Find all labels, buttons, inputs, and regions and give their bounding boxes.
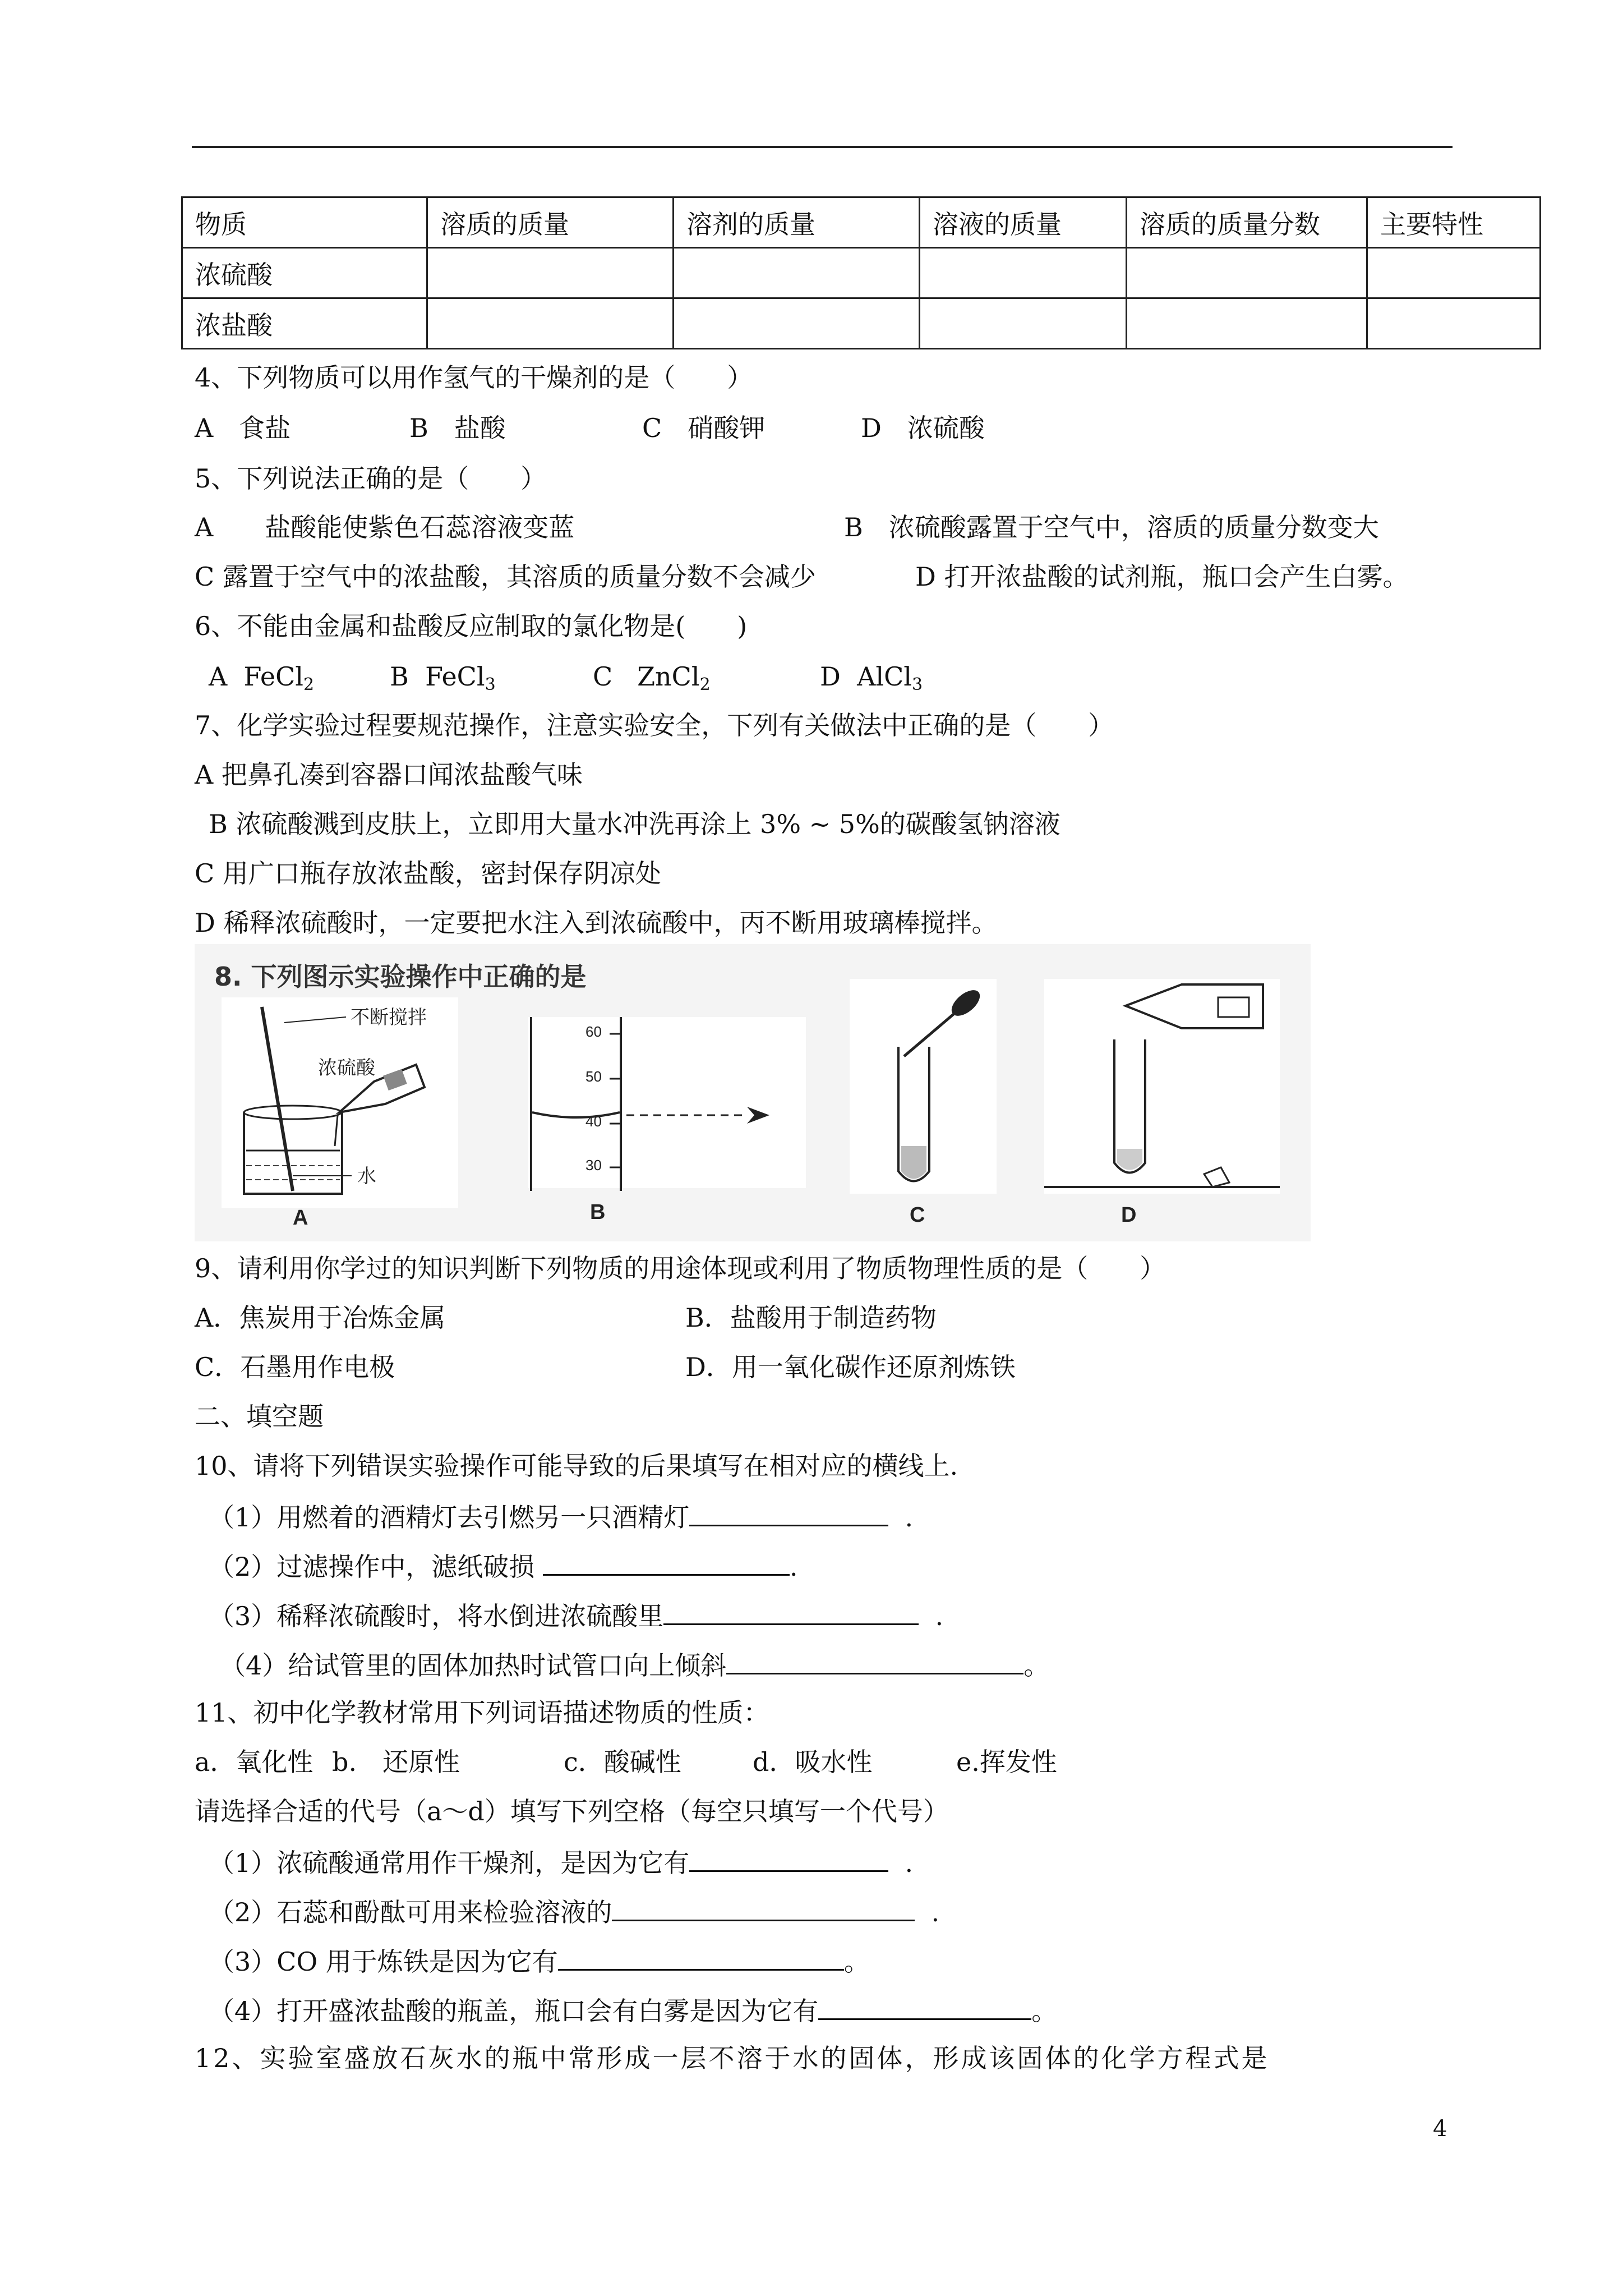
answer-blank[interactable] bbox=[689, 1502, 888, 1526]
q6-option-subscript: 3 bbox=[911, 675, 923, 694]
figure-b-letter: B bbox=[590, 1200, 606, 1224]
answer-blank[interactable] bbox=[543, 1552, 790, 1576]
q11-item-text: （3）CO 用于炼铁是因为它有 bbox=[209, 1947, 558, 1977]
q11-item bbox=[209, 1897, 939, 1925]
q6-stem: 6、不能由金属和盐酸反应制取的氯化物是( ) bbox=[195, 611, 748, 641]
q5-option-b: B 浓硫酸露置于空气中，溶质的质量分数变大 bbox=[844, 512, 1379, 542]
q11-item bbox=[209, 1996, 1057, 2024]
figure-c-letter: C bbox=[910, 1203, 925, 1227]
q9-option-d: D．用一氧化碳作还原剂炼铁 bbox=[685, 1352, 1016, 1382]
q11-item-text: （4）打开盛浓盐酸的瓶盖，瓶口会有白雾是因为它有 bbox=[209, 1996, 819, 2026]
table-header-cell: 溶质的质量 bbox=[427, 197, 674, 248]
water-label: 水 bbox=[357, 1166, 376, 1187]
q11-item-end: . bbox=[905, 1848, 914, 1878]
q10-item bbox=[209, 1502, 914, 1533]
q11-item-end: . bbox=[931, 1897, 940, 1927]
header-rule bbox=[192, 146, 1453, 148]
q12-stem: 12、实验室盛放石灰水的瓶中常形成一层不溶于水的固体，形成该固体的化学方程式是 bbox=[195, 2043, 1270, 2073]
q10-item-end: 。 bbox=[1023, 1650, 1050, 1681]
figure-d-adding-solid bbox=[1044, 979, 1280, 1227]
q11-term: b. 还原性 bbox=[332, 1747, 460, 1777]
q6-option-formula: FeCl bbox=[243, 661, 304, 692]
q6-option-formula: FeCl bbox=[425, 661, 485, 692]
q4-option-c: C 硝酸钾 bbox=[642, 413, 766, 443]
figure-c-dropper bbox=[850, 979, 997, 1227]
q11-item-text: （1）浓硫酸通常用作干燥剂，是因为它有 bbox=[209, 1848, 690, 1878]
properties-table bbox=[181, 196, 1541, 349]
table-header-row bbox=[182, 197, 1541, 248]
table-cell bbox=[427, 298, 674, 349]
figure-a-letter: A bbox=[293, 1206, 308, 1230]
tick-40: 40 bbox=[585, 1113, 602, 1130]
section-title: 二、填空题 bbox=[195, 1401, 324, 1432]
answer-blank[interactable] bbox=[558, 1947, 844, 1971]
table-row bbox=[182, 248, 1541, 298]
q7-option-a: A 把鼻孔凑到容器口闻浓盐酸气味 bbox=[195, 760, 583, 790]
q11-term: d．吸水性 bbox=[753, 1747, 873, 1777]
acid-label: 浓硫酸 bbox=[318, 1057, 375, 1079]
q11-term: e.挥发性 bbox=[956, 1747, 1057, 1777]
q6-option-formula: ZnCl bbox=[637, 661, 700, 692]
q9-option-a: A．焦炭用于冶炼金属 bbox=[195, 1303, 446, 1333]
table-cell bbox=[674, 248, 920, 298]
table-cell: 浓硫酸 bbox=[182, 248, 427, 298]
q8-figure bbox=[195, 944, 1311, 1241]
lab-illustrations bbox=[195, 944, 1311, 1241]
table-cell bbox=[920, 298, 1127, 349]
q10-item-end: . bbox=[905, 1502, 914, 1533]
q6-option-formula: AlCl bbox=[857, 661, 912, 692]
table-cell bbox=[1127, 298, 1367, 349]
q9-stem: 9、请利用你学过的知识判断下列物质的用途体现或利用了物质物理性质的是（ ） bbox=[195, 1253, 1166, 1283]
q10-item-text: （1）用燃着的酒精灯去引燃另一只酒精灯 bbox=[209, 1502, 690, 1533]
q6-option-b bbox=[390, 661, 496, 694]
table-header-cell: 物质 bbox=[182, 197, 427, 248]
q9-option-c: C．石墨用作电极 bbox=[195, 1352, 395, 1382]
q11-item bbox=[209, 1848, 913, 1876]
q11-item-end: 。 bbox=[843, 1947, 870, 1977]
table-row bbox=[182, 298, 1541, 349]
q7-option-c: C 用广口瓶存放浓盐酸，密封保存阴凉处 bbox=[195, 858, 661, 889]
q4-option-a: A 食盐 bbox=[195, 413, 291, 443]
q6-option-d bbox=[820, 661, 923, 694]
q6-option-letter: D bbox=[820, 661, 841, 692]
q11-term: a．氧化性 bbox=[195, 1747, 313, 1777]
q6-option-a bbox=[209, 661, 315, 694]
q4-option-d: D 浓硫酸 bbox=[861, 413, 985, 443]
tick-50: 50 bbox=[585, 1068, 602, 1085]
answer-blank[interactable] bbox=[612, 1897, 915, 1921]
q10-stem: 10、请将下列错误实验操作可能导致的后果填写在相对应的横线上. bbox=[195, 1451, 958, 1481]
q11-instruction: 请选择合适的代号（a～d）填写下列空格（每空只填写一个代号） bbox=[195, 1796, 949, 1826]
q5-option-c: C 露置于空气中的浓盐酸，其溶质的质量分数不会减少 bbox=[195, 562, 816, 592]
tick-60: 60 bbox=[585, 1023, 602, 1040]
q7-option-d: D 稀释浓硫酸时，一定要把水注入到浓硫酸中，丙不断用玻璃棒搅拌。 bbox=[195, 908, 998, 938]
q5-option-a: A 盐酸能使紫色石蕊溶液变蓝 bbox=[195, 512, 575, 542]
q10-item-text: （2）过滤操作中，滤纸破损 bbox=[209, 1552, 535, 1582]
table-cell bbox=[1127, 248, 1367, 298]
table-cell bbox=[674, 298, 920, 349]
figure-a-diluting-acid bbox=[222, 997, 458, 1230]
q9-option-b: B．盐酸用于制造药物 bbox=[685, 1303, 937, 1333]
table-cell bbox=[1367, 298, 1541, 349]
table-cell: 浓盐酸 bbox=[182, 298, 427, 349]
q8-title: 8. 下列图示实验操作中正确的是 bbox=[214, 961, 587, 992]
q6-option-subscript: 3 bbox=[485, 675, 496, 694]
q10-item-end: . bbox=[935, 1601, 944, 1631]
q6-option-subscript: 2 bbox=[303, 675, 315, 694]
q5-stem: 5、下列说法正确的是（ ） bbox=[195, 463, 547, 494]
table-cell bbox=[427, 248, 674, 298]
answer-blank[interactable] bbox=[663, 1601, 919, 1625]
q11-item-text: （2）石蕊和酚酞可用来检验溶液的 bbox=[209, 1897, 612, 1927]
q10-item-text: （4）给试管里的固体加热时试管口向上倾斜 bbox=[220, 1650, 727, 1681]
table-header-cell: 主要特性 bbox=[1367, 197, 1541, 248]
q7-option-b: B 浓硫酸溅到皮肤上，立即用大量水冲洗再涂上 3% ~ 5%的碳酸氢钠溶液 bbox=[209, 809, 1061, 839]
stir-label: 不断搅拌 bbox=[351, 1007, 427, 1028]
q6-option-letter: B bbox=[390, 661, 409, 692]
q10-item-text: （3）稀释浓硫酸时，将水倒进浓硫酸里 bbox=[209, 1601, 664, 1631]
answer-blank[interactable] bbox=[689, 1848, 888, 1872]
q11-item-end: 。 bbox=[1031, 1996, 1058, 2026]
q6-option-letter: C bbox=[593, 661, 613, 692]
q10-item bbox=[220, 1650, 1050, 1681]
page-number: 4 bbox=[1433, 2116, 1447, 2142]
q6-option-subscript: 2 bbox=[699, 675, 711, 694]
q5-option-d: D 打开浓盐酸的试剂瓶，瓶口会产生白雾。 bbox=[915, 562, 1409, 592]
table-header-cell: 溶质的质量分数 bbox=[1127, 197, 1367, 248]
figure-d-letter: D bbox=[1121, 1203, 1137, 1227]
tick-30: 30 bbox=[585, 1157, 602, 1174]
q10-item bbox=[209, 1601, 943, 1629]
table-cell bbox=[920, 248, 1127, 298]
answer-blank[interactable] bbox=[818, 1996, 1031, 2020]
table-cell bbox=[1367, 248, 1541, 298]
q11-term: c．酸碱性 bbox=[564, 1747, 681, 1777]
answer-blank[interactable] bbox=[726, 1650, 1023, 1674]
q6-option-letter: A bbox=[209, 661, 228, 692]
q11-stem: 11、初中化学教材常用下列词语描述物质的性质： bbox=[195, 1697, 769, 1728]
q7-stem: 7、化学实验过程要规范操作，注意实验安全，下列有关做法中正确的是（ ） bbox=[195, 710, 1114, 740]
figure-b-graduated-cylinder bbox=[528, 1017, 806, 1224]
q6-option-c bbox=[593, 661, 711, 694]
table-header-cell: 溶液的质量 bbox=[920, 197, 1127, 248]
q4-stem: 4、下列物质可以用作氢气的干燥剂的是（ ） bbox=[195, 362, 753, 393]
q10-item bbox=[209, 1552, 798, 1580]
q11-item bbox=[209, 1947, 870, 1975]
q10-item-end: . bbox=[789, 1552, 798, 1582]
table-header-cell: 溶剂的质量 bbox=[674, 197, 920, 248]
q4-option-b: B 盐酸 bbox=[409, 413, 506, 443]
